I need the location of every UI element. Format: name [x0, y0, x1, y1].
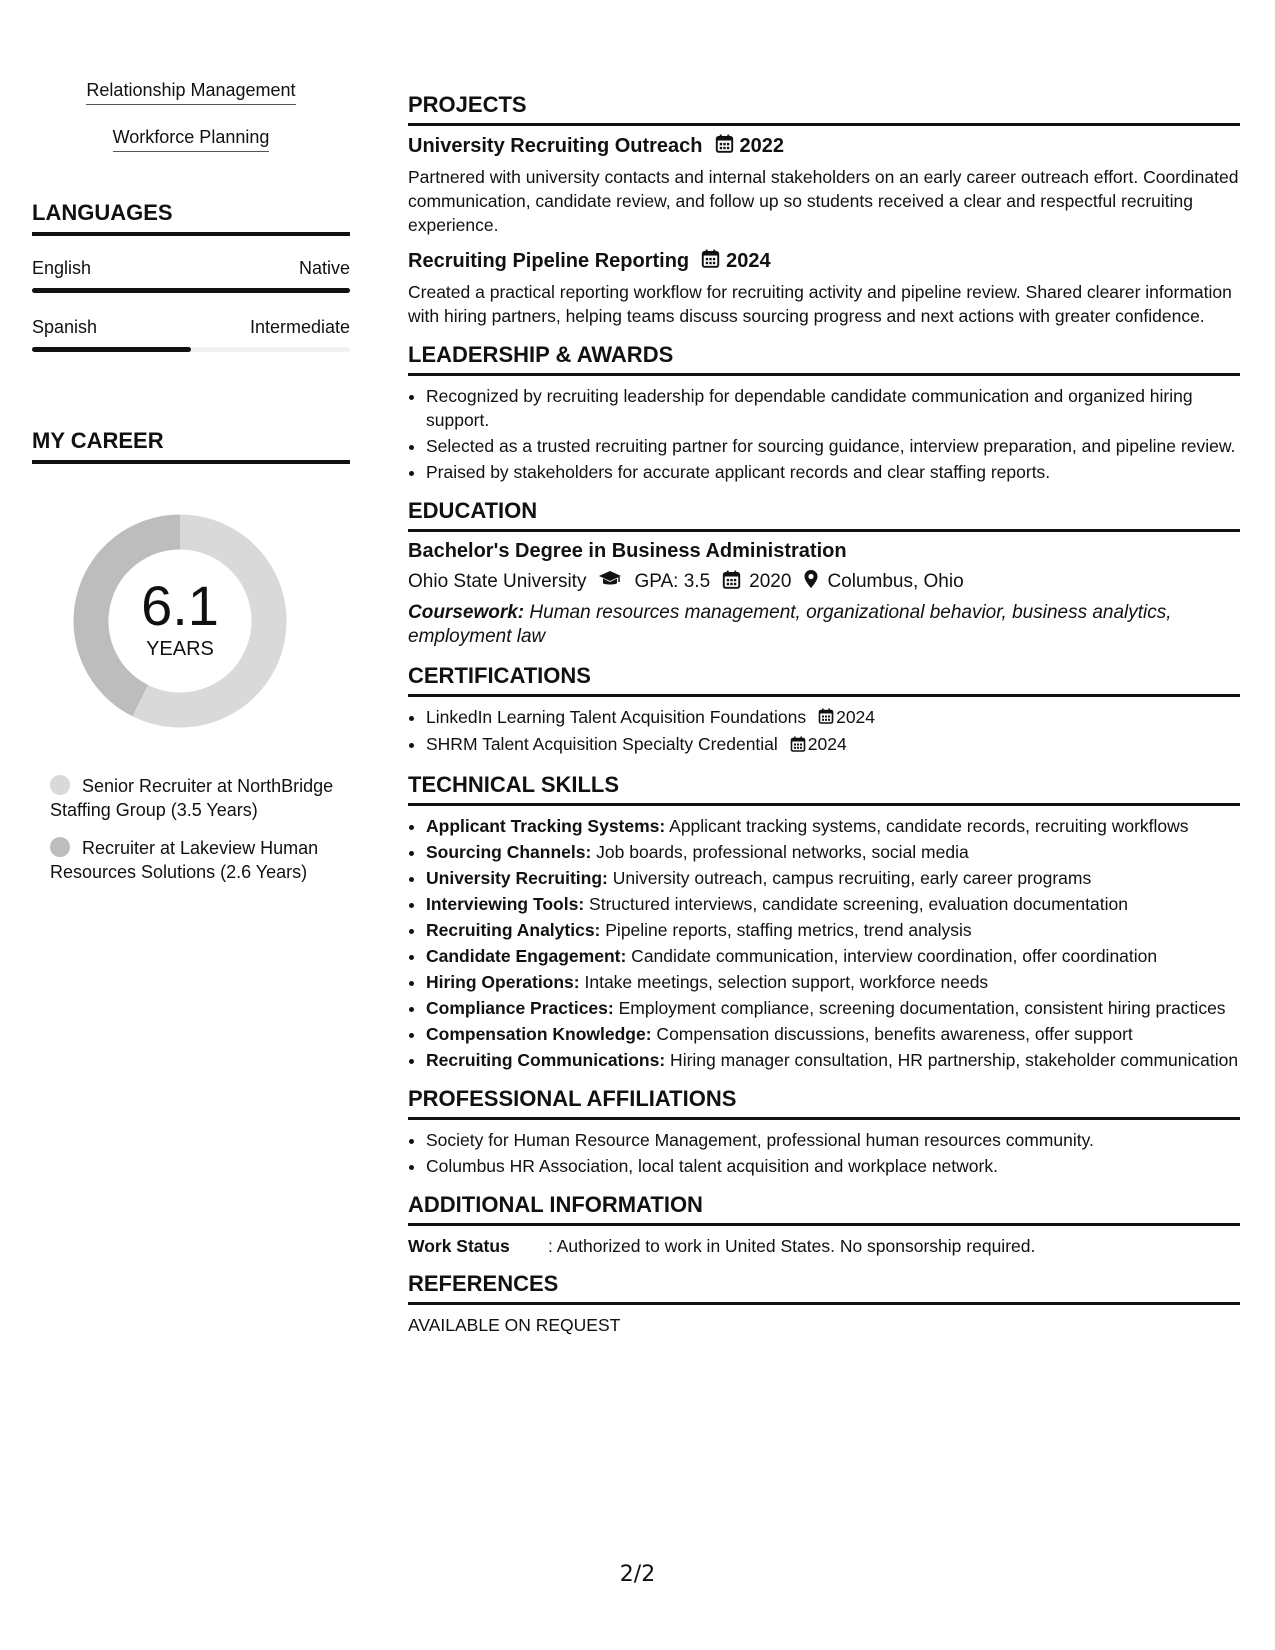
career-donut-chart [65, 506, 295, 736]
project-title: Recruiting Pipeline Reporting [408, 250, 690, 272]
skill-value: Employment compliance, screening documentation, consistent hiring practices [613, 997, 1226, 1018]
language-bar [32, 288, 350, 293]
work-status-value: : Authorized to work in United States. No sponsorship required. [548, 1235, 1036, 1256]
language-level: Intermediate [249, 317, 350, 337]
certifications-heading: CERTIFICATIONS [408, 663, 1240, 697]
list-item: • Praised by stakeholders for accurate applicant records and clear staffing reports. [426, 460, 1240, 484]
list-item [426, 944, 1240, 968]
skill-label: Compensation Knowledge: [426, 1023, 652, 1044]
gpa: GPA: 3.5 [634, 571, 711, 592]
affiliations-heading: PROFESSIONAL AFFILIATIONS [408, 1086, 1240, 1120]
skill-label: Sourcing Channels: [426, 841, 592, 862]
education-details [408, 569, 1240, 595]
project-description: Partnered with university contacts and internal stakeholders on an early career outreach effort. Coordinated communication, candidate review, and follow up so students received a clear and respectful recruiting experience. [408, 167, 1239, 235]
language-bar-fill [32, 288, 350, 293]
affiliations-list [408, 1128, 1240, 1178]
skill-value: Job boards, professional networks, social media [591, 841, 969, 862]
skill-value: Structured interviews, candidate screening, evaluation documentation [584, 893, 1128, 914]
leadership-heading: LEADERSHIP & AWARDS [408, 342, 1240, 376]
skill-value: Candidate communication, interview coordination, offer coordination [626, 945, 1158, 966]
certification-year: 2024 [836, 707, 876, 727]
languages-heading: LANGUAGES [32, 200, 350, 236]
career-item [50, 774, 350, 822]
career-total-value: 6.1 [141, 574, 219, 637]
list-item: • Society for Human Resource Management, professional human resources community. [426, 1128, 1240, 1152]
certification-year: 2024 [807, 734, 847, 755]
list-item: • Recognized by recruiting leadership for dependable candidate communication and organized hiring support. [426, 384, 1240, 432]
sidebar [32, 80, 350, 898]
map-pin-icon [803, 569, 819, 595]
skill-label: University Recruiting: [426, 867, 608, 888]
skill-value: Hiring manager consultation, HR partnership, stakeholder communication [665, 1049, 1239, 1070]
calendar-icon [818, 706, 834, 730]
education-heading: EDUCATION [408, 498, 1240, 532]
list-item [426, 892, 1240, 916]
skill-value: Intake meetings, selection support, workforce needs [579, 971, 989, 992]
skills-list [408, 814, 1240, 1072]
page-number: 2/2 [619, 1562, 656, 1587]
calendar-icon [722, 570, 741, 595]
calendar-icon [790, 734, 806, 758]
additional-heading: ADDITIONAL INFORMATION [408, 1192, 1240, 1226]
list-item [426, 1022, 1240, 1046]
skills-section [408, 772, 1240, 1072]
language-item [32, 258, 350, 293]
education-section [408, 498, 1240, 649]
degree: Bachelor's Degree in Business Administration [408, 540, 847, 562]
languages-section [32, 200, 350, 352]
language-bar [32, 347, 350, 352]
coursework-text: Human resources management, organizational behavior, business analytics, employment law [408, 602, 1172, 647]
work-status-row [408, 1236, 1240, 1257]
education-location: Columbus, Ohio [827, 571, 964, 592]
skill-tag: Relationship Management [86, 80, 295, 105]
career-heading: MY CAREER [32, 428, 350, 464]
career-item-text: Recruiter at Lakeview Human Resources Solutions (2.6 Years) [50, 838, 319, 882]
list-item: • Selected as a trusted recruiting partner for sourcing guidance, interview preparation, and pipeline review. [426, 434, 1240, 458]
list-item [426, 814, 1240, 838]
skill-value: Compensation discussions, benefits awareness, offer support [651, 1023, 1133, 1044]
list-item [426, 996, 1240, 1020]
project-item [408, 134, 1240, 237]
skill-value: University outreach, campus recruiting, early career programs [607, 867, 1092, 888]
career-legend-dot [50, 837, 70, 857]
skill-value: Pipeline reports, staffing metrics, trend analysis [600, 919, 972, 940]
main-content [408, 92, 1240, 1350]
leadership-section [408, 342, 1240, 484]
skill-value: Applicant tracking systems, candidate records, recruiting workflows [665, 815, 1189, 836]
list-item [426, 840, 1240, 864]
project-description: Created a practical reporting workflow for recruiting activity and pipeline review. Shared clearer information with hiring partners, helping teams discuss sourcing progress and next actions with greater confidence. [408, 282, 1232, 326]
skill-label: Interviewing Tools: [426, 893, 585, 914]
affiliations-section [408, 1086, 1240, 1178]
list-item [426, 918, 1240, 942]
skill-label: Recruiting Communications: [426, 1049, 666, 1070]
language-level: Native [298, 258, 350, 278]
list-item [426, 1048, 1240, 1072]
career-item-text: Senior Recruiter at NorthBridge Staffing Group (3.5 Years) [50, 776, 334, 820]
project-year: 2024 [726, 250, 771, 272]
language-item [32, 317, 350, 352]
list-item [426, 705, 1240, 730]
skill-label: Compliance Practices: [426, 997, 614, 1018]
skill-label: Recruiting Analytics: [426, 919, 601, 940]
project-title: University Recruiting Outreach [408, 135, 703, 157]
project-item [408, 249, 1240, 328]
calendar-icon [701, 249, 720, 274]
skill-label: Candidate Engagement: [426, 945, 627, 966]
list-item [426, 866, 1240, 890]
skill-tags [32, 80, 350, 174]
references-heading: REFERENCES [408, 1271, 1240, 1305]
project-year: 2022 [739, 135, 785, 157]
skill-label: Applicant Tracking Systems: [426, 815, 666, 836]
certifications-list [408, 705, 1240, 758]
list-item: • Columbus HR Association, local talent acquisition and workplace network. [426, 1154, 1240, 1178]
language-bar-fill [32, 347, 191, 352]
career-item [50, 836, 350, 884]
graduation-cap-icon [598, 570, 622, 594]
language-name: English [32, 258, 92, 278]
graduation-year: 2020 [749, 571, 792, 592]
work-status-label: Work Status [408, 1235, 510, 1256]
certifications-section [408, 663, 1240, 758]
projects-section [408, 92, 1240, 328]
list-item [426, 732, 1240, 757]
references-text: AVAILABLE ON REQUEST [408, 1314, 621, 1335]
career-section [32, 428, 350, 884]
career-list [32, 774, 350, 884]
school-name: Ohio State University [408, 571, 587, 592]
skills-heading: TECHNICAL SKILLS [408, 772, 1240, 806]
leadership-list [408, 384, 1240, 484]
list-item [426, 970, 1240, 994]
projects-heading: PROJECTS [408, 92, 1240, 126]
references-section [408, 1271, 1240, 1336]
career-legend-dot [50, 775, 70, 795]
additional-section [408, 1192, 1240, 1257]
language-name: Spanish [32, 317, 98, 337]
certification-name: SHRM Talent Acquisition Specialty Credential [426, 734, 778, 755]
calendar-icon [715, 134, 734, 159]
coursework-label: Coursework: [408, 602, 525, 623]
skill-tag: Workforce Planning [113, 127, 270, 152]
coursework [408, 601, 1240, 649]
career-total-unit: YEARS [146, 638, 214, 660]
skill-label: Hiring Operations: [426, 971, 580, 992]
certification-name: LinkedIn Learning Talent Acquisition Foundations [426, 707, 807, 727]
